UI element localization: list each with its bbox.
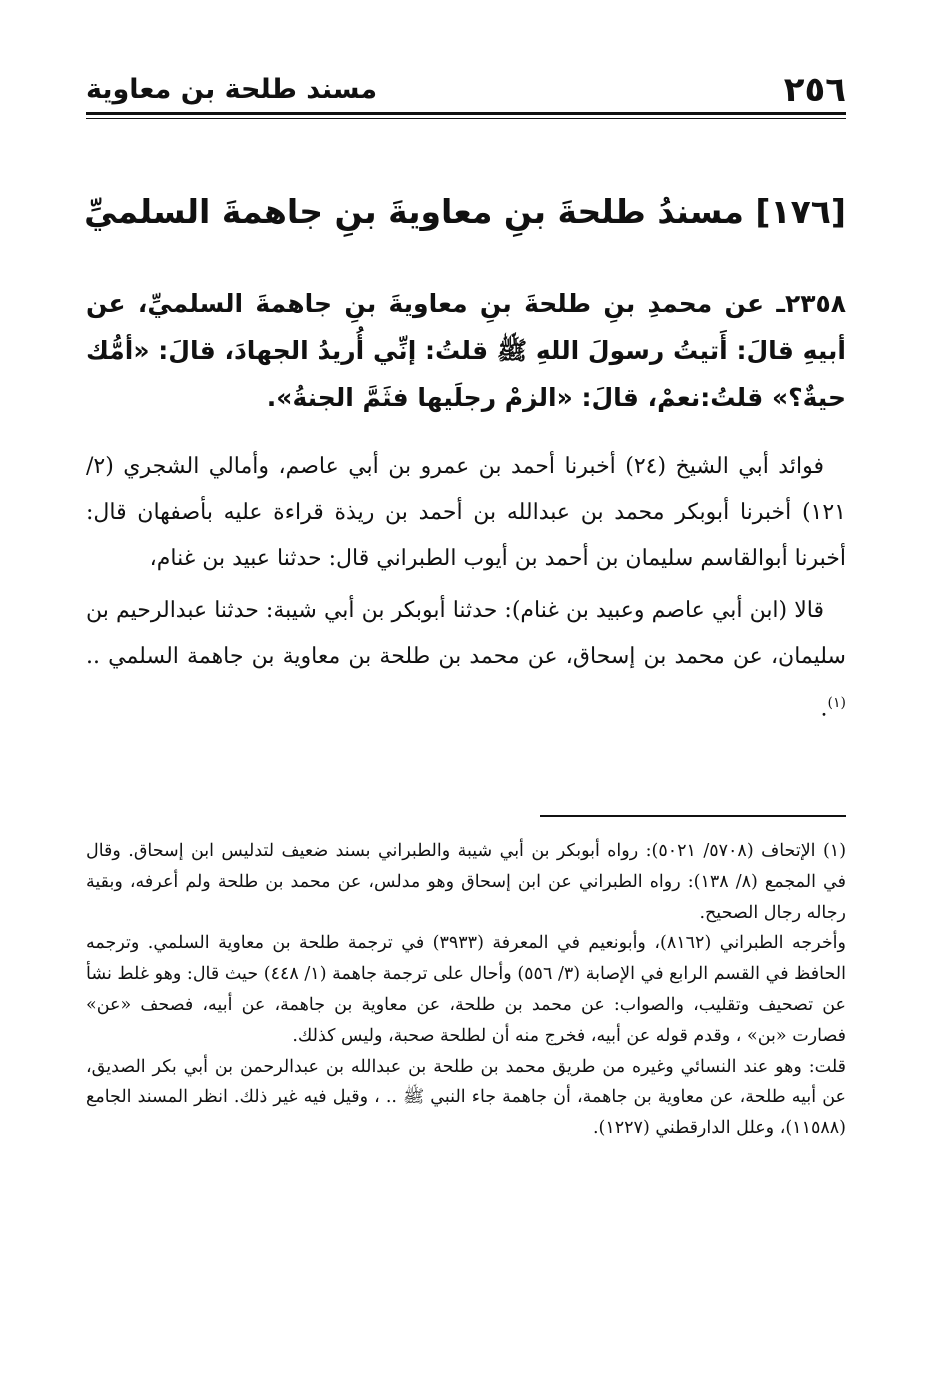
footnote-1: (١) الإتحاف (٥٧٠٨/ ٥٠٢١): رواه أبوبكر بن أبي شيبة والطبراني بسند ضعيف لتدليس ابن إسحاق. وقال في المجمع (٨/ ١٣٨): رواه الطبراني عن ابن إسحاق وهو مدلس، عن محمد بن طلحة ولم أعرفه، وبقية رجاله رجال الصحيح. [86,841,847,923]
footnote-1-continued-b: قلت: وهو عند النسائي وغيره من طريق محمد بن طلحة بن عبدالله بن عبدالرحمن بن أبي بكر الصديق، عن أبيه طلحة، عن معاوية بن جاهمة، أن جاهمة جاء النبي ﷺ .. ، وقيل فيه غير ذلك. انظر المسند الجامع (١١٥٨٨)، وعلل الدارقطني (١٢٢٧). [86,1056,846,1139]
header-rule-thin [86,118,846,119]
section-title: [١٧٦] مسندُ طلحةَ بنِ معاويةَ بنِ جاهمةَ السلميِّ [84,192,846,231]
sources-paragraph-2-text: قالا (ابن أبي عاصم وعبيد بن غنام): حدثنا أبوبكر بن أبي شيبة: حدثنا عبدالرحيم بن سليمان، عن محمد بن إسحاق، عن محمد بن طلحة بن معاوية بن جاهمة السلمي .. [86,598,846,669]
footnote-1-continued-a: وأخرجه الطبراني (٨١٦٢)، وأبونعيم في المعرفة (٣٩٣٣) في ترجمة طلحة بن معاوية السلمي. وترجمه الحافظ في القسم الرابع في الإصابة (٣/ ٥٥٦) وأحال على ترجمة جاهمة (١/ ٤٤٨) حيث قال: وهو غلط نشأ عن تصحيف وتقليب، والصواب: عن محمد بن طلحة، عن معاوية بن جاهمة، عن أبيه، فصحف «عن» فصارت «بن» ، وقدم قوله عن أبيه، فخرج منه أن لطلحة صحبة، وليس كذلك. [86,933,846,1046]
sources-paragraph-2-end: . [820,696,828,722]
running-title: مسند طلحة بن معاوية [86,74,378,105]
isnad-sources [86,444,846,738]
footnote-separator [540,815,846,817]
header-rule-thick [86,112,846,115]
page-header [86,70,846,114]
sources-paragraph-1: فوائد أبي الشيخ (٢٤) أخبرنا أحمد بن عمرو بن أبي عاصم، وأمالي الشجري (٢/ ١٢١) أخبرنا أبوبكر محمد بن عبدالله بن أحمد بن ريذة قراءة عليه بأصفهان قال: أخبرنا أبوالقاسم سليمان بن أحمد بن أيوب الطبراني قال: حدثنا عبيد بن غنام، [86,454,846,571]
footnote-reference[interactable]: (١) [827,695,846,711]
page-number: ٢٥٦ [783,70,846,110]
hadith-text: ٢٣٥٨ـ عن محمدِ بنِ طلحةَ بنِ معاويةَ بنِ جاهمةَ السلميِّ، عن أبيهِ قالَ: أَتيتُ رسولَ اللهِ ﷺ قلتُ: إنِّي أُريدُ الجهادَ، قالَ: «أمُّك حيةٌ؟» قلتُ:نعمْ، قالَ: «الزمْ رجلَيها فثَمَّ الجنةُ». [86,289,846,412]
sources-paragraph-2 [86,588,846,732]
footnotes [86,836,846,1144]
